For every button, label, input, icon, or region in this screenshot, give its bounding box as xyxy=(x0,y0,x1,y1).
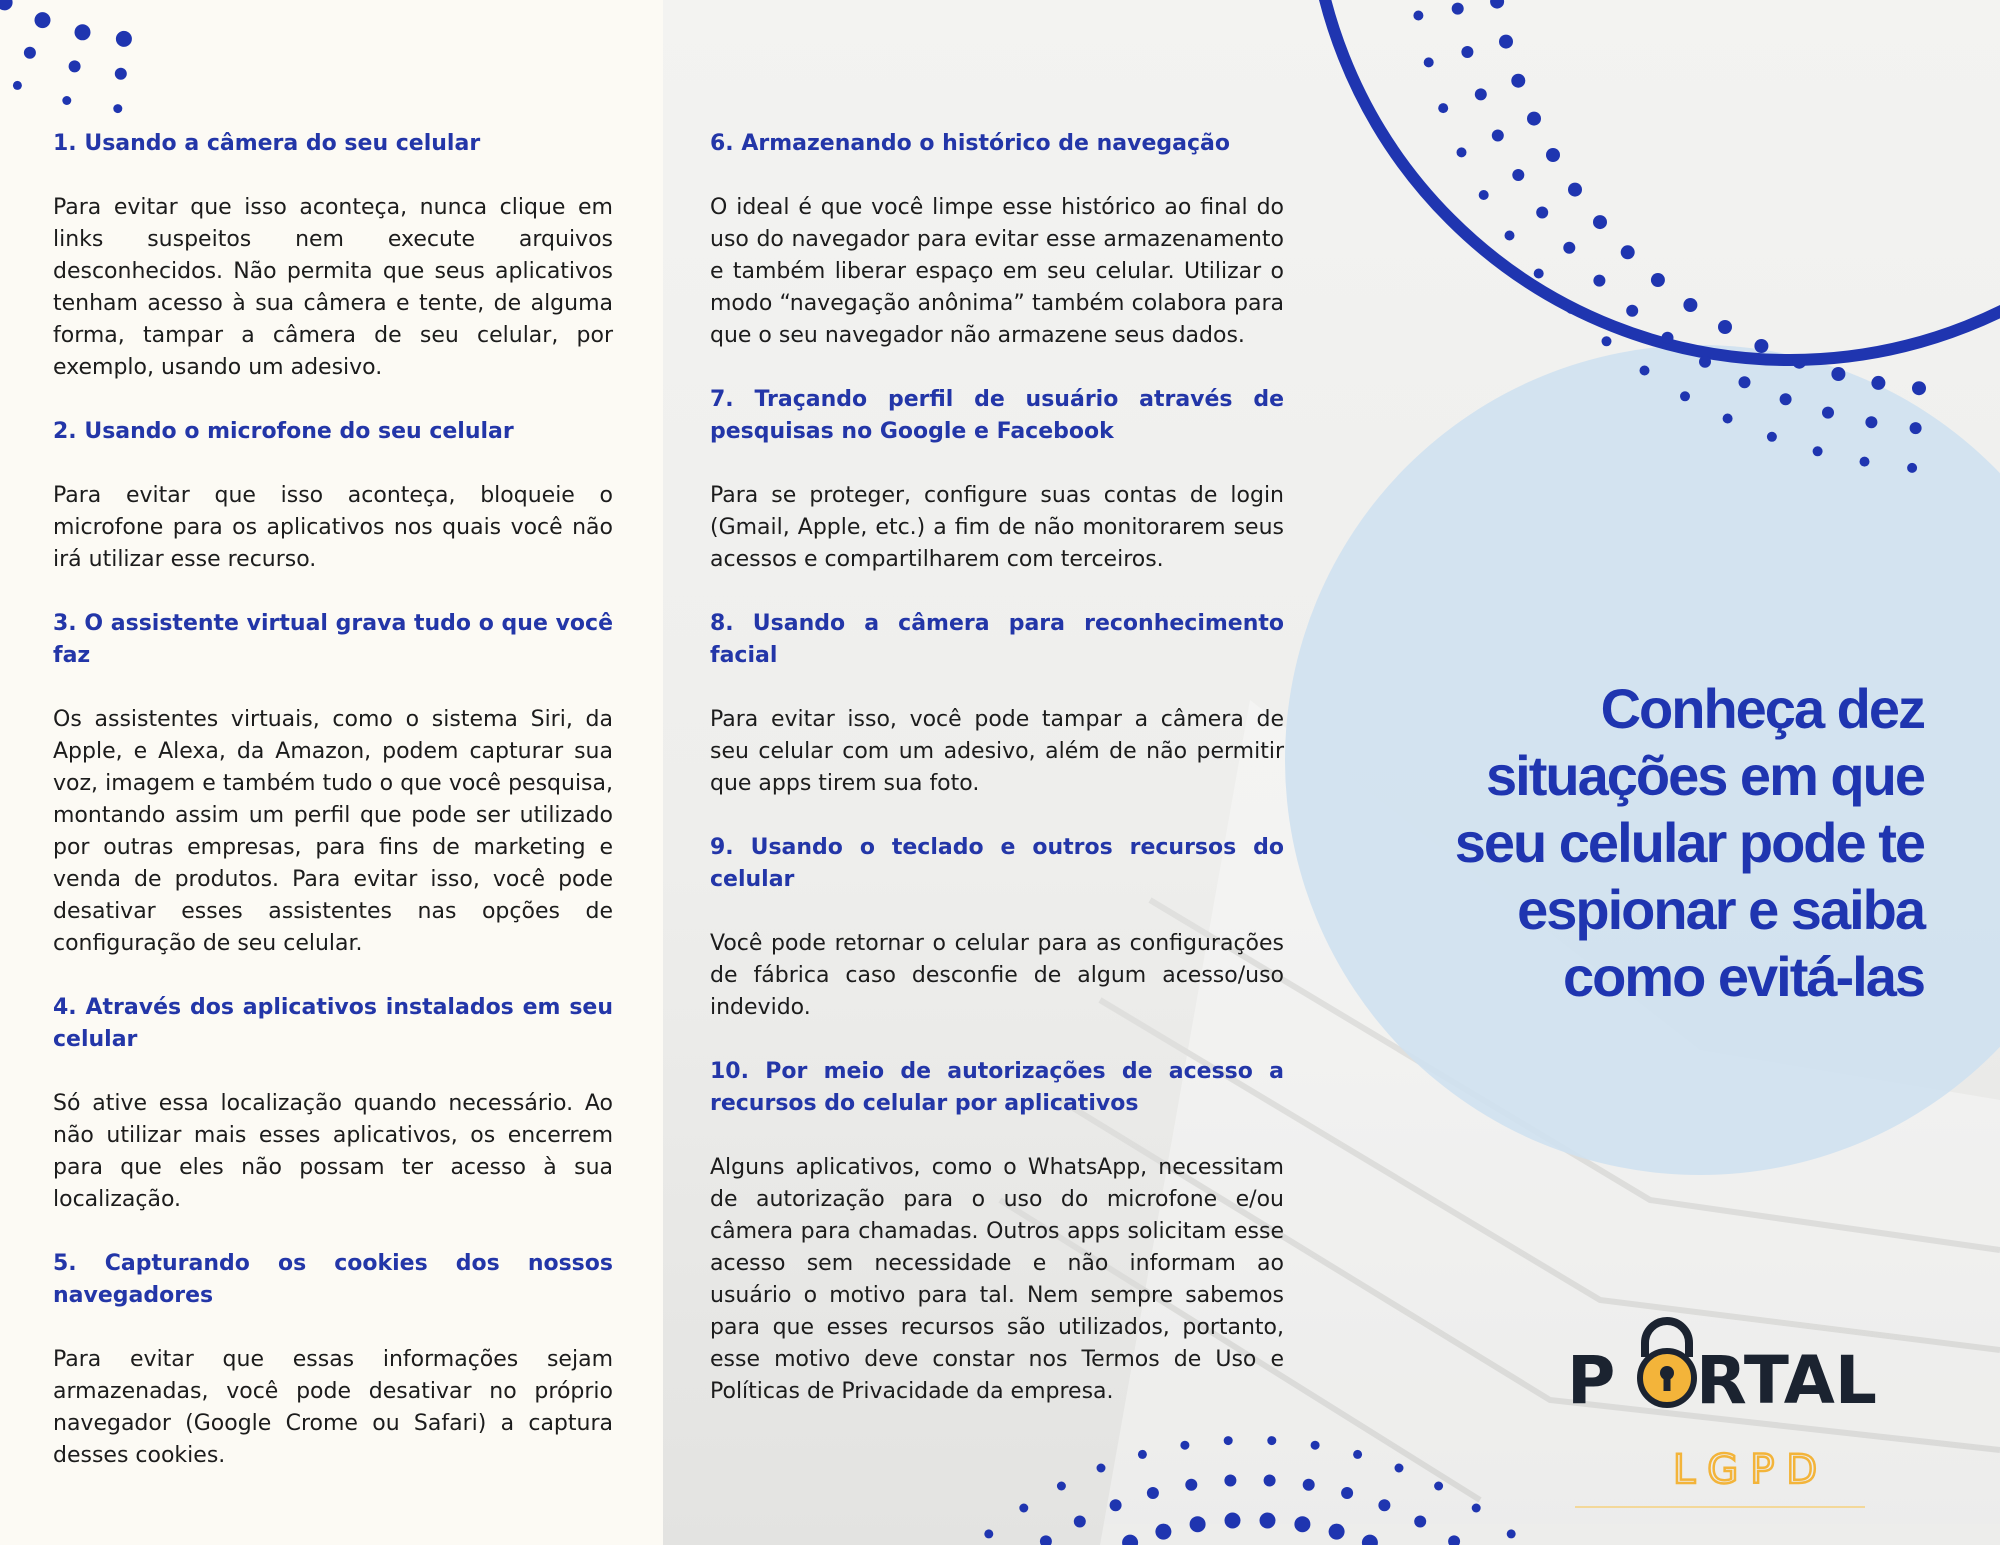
decor-dot xyxy=(75,24,91,40)
decor-dot xyxy=(13,81,22,90)
section-body: Só ative essa localização quando necessário. Ao não utilizar mais esses aplicativos, os encerrem para que eles não possam ter acesso à sua localização. xyxy=(53,1091,613,1212)
decor-dot xyxy=(1739,376,1751,388)
decor-dot xyxy=(1190,1516,1206,1532)
decor-dot xyxy=(1813,446,1823,456)
cover-title-line: seu celular pode te xyxy=(1454,811,1924,874)
decor-dot xyxy=(1699,356,1711,368)
decor-dot xyxy=(1527,112,1541,126)
keyhole-slot-icon xyxy=(1664,1375,1671,1391)
decor-dot xyxy=(1662,332,1674,344)
section-10 xyxy=(710,1056,1284,1408)
section-body: Para evitar isso, você pode tampar a câmera de seu celular com um adesivo, além de não permitir que apps tirem sua foto. xyxy=(710,707,1284,796)
section-9 xyxy=(710,832,1284,1024)
decor-dot xyxy=(1040,1535,1052,1545)
section-body: Para evitar que isso aconteça, nunca clique em links suspeitos nem execute arquivos desconhecidos. Não permita que seus aplicativos tenham acesso à sua câmera e tente, de alguma forma, tampar a câmera de seu celular, por exemplo, usando um adesivo. xyxy=(53,195,613,380)
decor-dot xyxy=(1563,242,1575,254)
section-heading: 9. Usando o teclado e outros recursos do celular xyxy=(710,835,1284,892)
decor-dot xyxy=(1461,46,1473,58)
column-middle xyxy=(710,128,1284,1440)
decor-dot xyxy=(1626,305,1638,317)
section-heading: 2. Usando o microfone do seu celular xyxy=(53,419,514,444)
section-heading: 8. Usando a câmera para reconhecimento facial xyxy=(710,611,1284,668)
section-1 xyxy=(53,128,613,384)
decor-dot xyxy=(1651,273,1665,287)
decor-dot xyxy=(1593,275,1605,287)
decor-dot xyxy=(1723,414,1733,424)
section-7 xyxy=(710,384,1284,576)
decor-dot xyxy=(113,104,122,113)
decor-dot xyxy=(1534,269,1544,279)
decor-dot xyxy=(35,12,51,28)
decor-dot xyxy=(1507,1529,1516,1538)
decor-dot xyxy=(1424,57,1434,67)
decor-dot xyxy=(1294,1516,1310,1532)
section-heading: 10. Por meio de autorizações de acesso a recursos do celular por aplicativos xyxy=(710,1059,1284,1116)
decor-dot xyxy=(1490,0,1504,9)
decor-dot xyxy=(1138,1450,1147,1459)
decor-dot xyxy=(1260,1513,1276,1529)
section-heading: 5. Capturando os cookies dos nossos navegadores xyxy=(53,1251,613,1308)
decor-dot xyxy=(1074,1516,1086,1528)
decor-dot xyxy=(1413,11,1423,21)
cover-title-line: como evitá-las xyxy=(1562,945,1924,1008)
decor-dot xyxy=(116,31,132,47)
decor-dot xyxy=(24,47,36,59)
section-heading: 6. Armazenando o histórico de navegação xyxy=(710,131,1230,156)
cover-title-line: espionar e saiba xyxy=(1517,878,1924,941)
section-8 xyxy=(710,608,1284,800)
decor-dot xyxy=(1438,103,1448,113)
section-body: O ideal é que você limpe esse histórico ao final do uso do navegador para evitar esse armazenamento e também liberar espaço em seu celular. Utilizar o modo “navegação anônima” também colabora para que o seu navegador não armazene seus dados. xyxy=(710,195,1284,348)
decor-dot xyxy=(1097,1464,1106,1473)
section-3 xyxy=(53,608,613,960)
section-2 xyxy=(53,416,613,576)
cover-title-line: situações em que xyxy=(1486,744,1924,807)
decor-dot xyxy=(115,68,127,80)
decor-dot xyxy=(1865,416,1877,428)
decor-dot xyxy=(1593,215,1607,229)
decor-dot xyxy=(1536,207,1548,219)
decor-dot xyxy=(1640,366,1650,376)
section-heading: 7. Traçando perfil de usuário através de pesquisas no Google e Facebook xyxy=(710,387,1284,444)
cover-title-line: Conheça dez xyxy=(1600,677,1924,740)
decor-dot xyxy=(984,1529,993,1538)
section-body: Você pode retornar o celular para as configurações de fábrica caso desconfie de algum acesso/uso indevido. xyxy=(710,931,1284,1020)
decor-dot xyxy=(1566,304,1576,314)
decor-dot xyxy=(1147,1487,1159,1499)
logo-letters-rtal: RTAL xyxy=(1696,1342,1877,1419)
decor-dot xyxy=(1180,1441,1189,1450)
decor-dot xyxy=(1329,1524,1345,1540)
decor-dot xyxy=(1754,339,1768,353)
decor-dot xyxy=(62,96,71,105)
decor-dot xyxy=(1512,169,1524,181)
decor-dot xyxy=(1479,190,1489,200)
decor-dot xyxy=(1414,1516,1426,1528)
decor-dot xyxy=(1185,1479,1197,1491)
logo-letter-p: P xyxy=(1567,1342,1616,1419)
decor-dot xyxy=(1910,422,1922,434)
decor-dot xyxy=(1395,1464,1404,1473)
section-heading: 4. Através dos aplicativos instalados em seu celular xyxy=(53,995,613,1052)
decor-dot xyxy=(1568,183,1582,197)
decor-dot xyxy=(1434,1482,1443,1491)
decor-dot xyxy=(1378,1499,1390,1511)
decor-dot xyxy=(1511,74,1525,88)
section-body: Os assistentes virtuais, como o sistema Siri, da Apple, e Alexa, da Amazon, podem capturar sua voz, imagem e também tudo o que você pesquisa, montando assim um perfil que pode ser utilizado por outras empresas, para fins de marketing e venda de produtos. Para evitar isso, você pode desativar esses assistentes nas opções de configuração de seu celular. xyxy=(53,707,613,956)
decor-dot xyxy=(1907,463,1917,473)
decor-dot xyxy=(1767,432,1777,442)
decor-dot xyxy=(0,0,13,10)
ring-arc xyxy=(1310,0,2000,360)
decor-dot xyxy=(1492,130,1504,142)
decor-dot xyxy=(1224,1475,1236,1487)
decor-dot xyxy=(1871,376,1885,390)
decor-dot xyxy=(1683,298,1697,312)
section-body: Alguns aplicativos, como o WhatsApp, necessitam de autorização para o uso do microfone e/ou câmera para chamadas. Outros apps solicitam esse acesso sem necessidade e não informam ao usuário o motivo para tal. Nem sempre sabemos para que esses recursos são utilizados, portanto, esse motivo deve constar nos Termos de Uso e Políticas de Privacidade da empresa. xyxy=(710,1155,1284,1404)
decor-dot xyxy=(1155,1524,1171,1540)
section-heading: 3. O assistente virtual grava tudo o que você faz xyxy=(53,611,613,668)
decor-dot xyxy=(1264,1475,1276,1487)
decor-dot xyxy=(1341,1487,1353,1499)
logo-sub-lgpd: LGPD xyxy=(1673,1447,1830,1493)
decor-dot xyxy=(1822,407,1834,419)
decor-dot xyxy=(1225,1513,1241,1529)
decor-dot xyxy=(1475,88,1487,100)
decor-dot xyxy=(1457,147,1467,157)
decor-dot xyxy=(1019,1504,1028,1513)
section-heading: 1. Usando a câmera do seu celular xyxy=(53,131,481,156)
decor-dot xyxy=(1452,3,1464,15)
decor-dot xyxy=(1110,1499,1122,1511)
decor-dot xyxy=(1546,148,1560,162)
section-4 xyxy=(53,992,613,1216)
decor-dot xyxy=(69,60,81,72)
decor-dot xyxy=(1780,393,1792,405)
decor-dot xyxy=(1499,35,1513,49)
dot-pattern-top-left xyxy=(0,0,132,113)
decor-dot xyxy=(1602,336,1612,346)
cover-title xyxy=(1324,675,1924,1010)
decor-dot xyxy=(1680,391,1690,401)
decor-dot xyxy=(1057,1482,1066,1491)
section-5 xyxy=(53,1248,613,1472)
decor-dot xyxy=(1912,381,1926,395)
decor-dot xyxy=(1792,355,1806,369)
portal-lgpd-logo xyxy=(1565,1315,1885,1515)
decor-dot xyxy=(1860,457,1870,467)
section-body: Para evitar que isso aconteça, bloqueie o microfone para os aplicativos nos quais você não irá utilizar esse recurso. xyxy=(53,483,613,572)
decor-dot xyxy=(1718,320,1732,334)
decor-dot xyxy=(1831,367,1845,381)
column-left xyxy=(53,128,613,1504)
decor-dot xyxy=(1621,245,1635,259)
decor-dot xyxy=(1353,1450,1362,1459)
section-body: Para se proteger, configure suas contas de login (Gmail, Apple, etc.) a fim de não monitorarem seus acessos e compartilharem com terceiros. xyxy=(710,483,1284,572)
decor-dot xyxy=(1311,1441,1320,1450)
decor-dot xyxy=(1472,1504,1481,1513)
decor-dot xyxy=(1303,1479,1315,1491)
decor-dot xyxy=(1505,231,1515,241)
section-body: Para evitar que essas informações sejam armazenadas, você pode desativar no próprio navegador (Google Crome ou Safari) a captura desses cookies. xyxy=(53,1347,613,1468)
section-6 xyxy=(710,128,1284,352)
